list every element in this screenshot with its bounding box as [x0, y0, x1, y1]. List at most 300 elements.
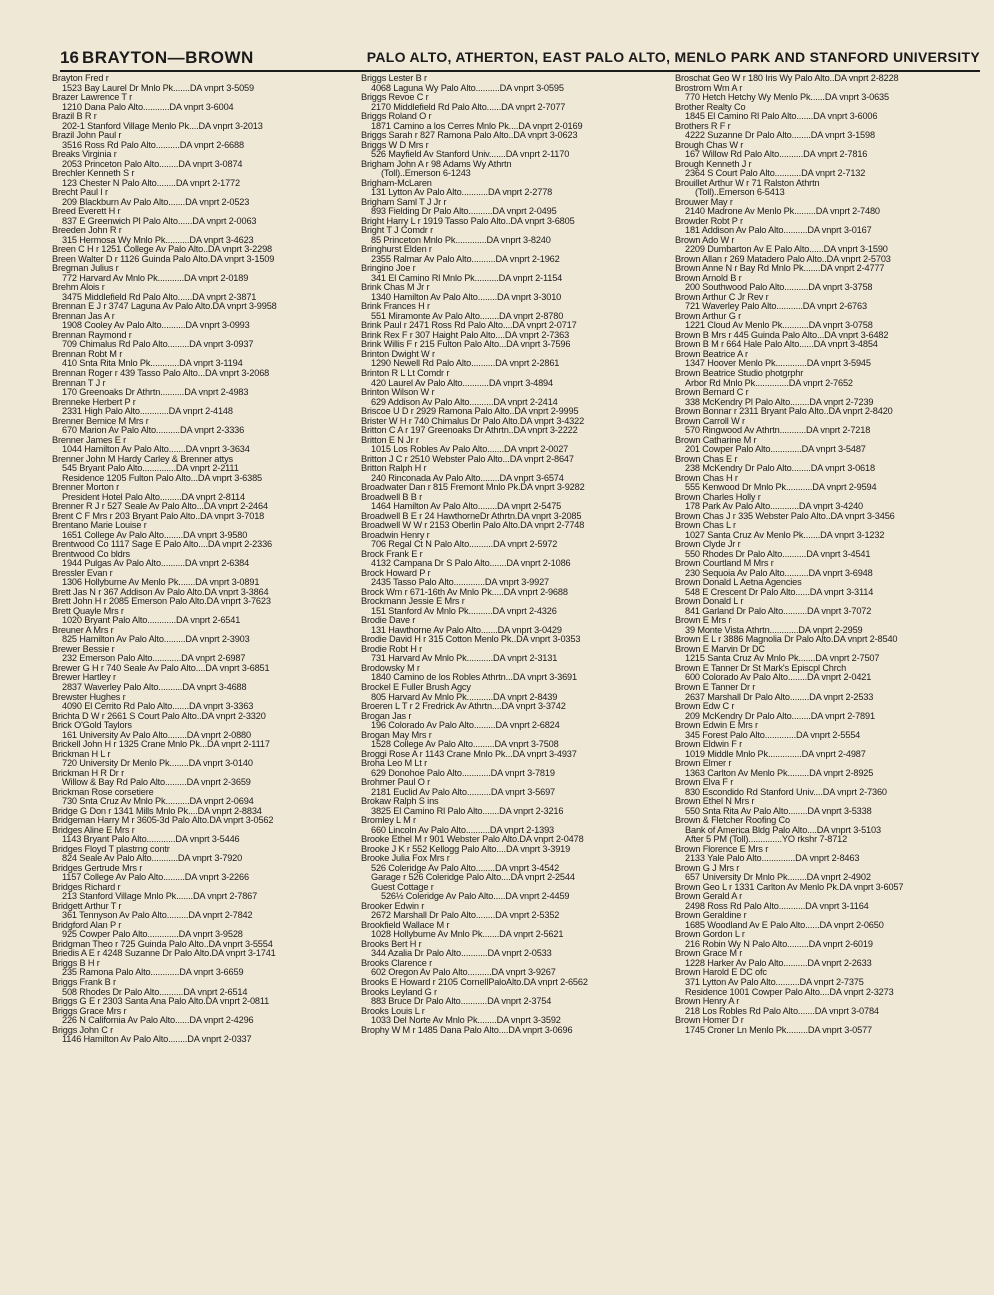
listing-name-line: Brennan Robt M r: [52, 349, 123, 359]
listing-name-line: Brenneke Herbert P r: [52, 397, 136, 407]
listing-name-line: Brodie Dave r: [361, 616, 416, 626]
listing-detail-line: 213 Stanford Village Mnlo Pk.......DA vnprt 2-7867: [62, 892, 258, 902]
column-1: [52, 74, 352, 1045]
listing-name-line: Brodie Robt H r: [361, 644, 423, 654]
listing-name-line: Bridge G Don r 1341 Mills Mnlo Pk....DA vnprt 2-8834: [52, 806, 262, 816]
listing-name-line: Briggs Revoe C r: [361, 93, 429, 103]
page-number: 16: [60, 48, 79, 67]
listing-detail-line: 170 Greenoaks Dr Athrtn..........DA vnprt 2-4983: [62, 388, 249, 398]
listing-name-line: Brockmann Jessie E Mrs r: [361, 597, 465, 607]
listing-detail-line: 315 Hermosa Wy Mnlo Pk..........DA vnprt 3-4623: [62, 235, 254, 245]
listing-detail-line: 555 Kenwood Dr Mnlo Pk...........DA vnprt 2-9594: [685, 483, 877, 493]
listing-detail-line: 235 Ramona Palo Alto............DA vnprt 3-6659: [62, 968, 244, 978]
listing-detail-line: 226 N California Av Palo Alto......DA vnprt 2-4296: [62, 1016, 254, 1026]
listing-name-line: Brazil B R r: [52, 112, 97, 122]
listing-name-line: Brown Elva F r: [675, 778, 734, 788]
page-header: [60, 48, 980, 72]
listing-detail-line: 2170 Middlefield Rd Palo Alto......DA vnprt 2-7077: [371, 102, 566, 112]
listing-name-line: Britton Ralph H r: [361, 464, 427, 474]
listing-name-line: Brennan Roger r 439 Tasso Palo Alto...DA vnprt 3-2068: [52, 368, 270, 378]
listing-name-line: Brogan Jas r: [361, 711, 412, 721]
listing-detail-line: 196 Colorado Av Palo Alto.........DA vnprt 2-6824: [371, 721, 560, 731]
listing-name-line: Brough Kenneth J r: [675, 159, 752, 169]
listing-detail-line: 1745 Croner Ln Menlo Pk.........DA vnprt 3-0577: [685, 1025, 873, 1035]
listing-name-line: Brown Clyde Jr r: [675, 540, 741, 550]
listing-name-line: Brink Frances H r: [361, 302, 430, 312]
listing-name-line: Brett John H r 2085 Emerson Palo Alto.DA vnprt 3-7623: [52, 597, 271, 607]
listing-detail-line: 1944 Pulgas Av Palo Alto..........DA vnprt 2-6384: [62, 559, 250, 569]
listing-name-line: Brown Ethel N Mrs r: [675, 797, 755, 807]
listing-detail-line: 2140 Madrone Av Menlo Pk.........DA vnprt 2-7480: [685, 207, 880, 217]
listing-name-line: Brown Henry A r: [675, 997, 740, 1007]
listing-name-line: Brenner John M Hardy Carley & Brenner attys: [52, 454, 233, 464]
listing-name-line: Brown Courtland M Mrs r: [675, 559, 774, 569]
listing-detail-line: 1840 Camino de los Robles Athrtn...DA vnprt 3-3691: [371, 673, 577, 683]
listing-name-line: Brickman H R Dr r: [52, 768, 124, 778]
listing-detail-line: 178 Park Av Palo Alto............DA vnprt 3-4240: [685, 502, 864, 512]
listing-name-line: Brown Harold E DC ofc: [675, 968, 767, 978]
listing-detail-line: 830 Escondido Rd Stanford Univ....DA vnprt 2-7360: [685, 787, 887, 797]
listing-name-line: Brown Gordon L r: [675, 930, 745, 940]
listing-name-line: Broggi Rose A r 1143 Crane Mnlo Pk...DA vnprt 3-4937: [361, 749, 577, 759]
listing-detail-line: 1290 Newell Rd Palo Alto..........DA vnprt 2-2861: [371, 359, 560, 369]
listing-detail-line: 709 Chimalus Rd Palo Alto.........DA vnprt 3-0937: [62, 340, 254, 350]
listing-detail-line: 837 E Greenwich Pl Palo Alto......DA vnprt 2-0063: [62, 216, 257, 226]
listing-name-line: Broeren L T r 2 Fredrick Av Athrtn....DA vnprt 3-3742: [361, 702, 566, 712]
listing-detail-line: 2364 S Court Palo Alto...........DA vnprt 2-7132: [685, 169, 866, 179]
listing-detail-line: 629 Donohoe Palo Alto............DA vnprt 3-7819: [371, 768, 555, 778]
listing-name-line: Brinton Wilson W r: [361, 388, 435, 398]
listing-detail-line: 1020 Bryant Palo Alto............DA vnprt 2-6541: [62, 616, 241, 626]
listing-name-line: Brophy W M r 1485 Dana Palo Alto....DA vnprt 3-0696: [361, 1025, 573, 1035]
listing-detail-line: 600 Colorado Av Palo Alto........DA vnprt 2-0421: [685, 673, 872, 683]
listing-detail-line: 1143 Bryant Palo Alto............DA vnprt 3-5446: [62, 835, 240, 845]
listing-detail-line: 1019 Middle Mnlo Pk..............DA vnprt 2-4987: [685, 749, 866, 759]
listing-name-line: Brinton Dwight W r: [361, 349, 435, 359]
listing-name-line: Brown & Fletcher Roofing Co: [675, 816, 790, 826]
listing-name-line: Brewer Bessie r: [52, 644, 115, 654]
listing-name-line: Brouwer May r: [675, 197, 733, 207]
listing-detail-line: 2637 Marshall Dr Palo Alto........DA vnprt 2-2533: [685, 692, 874, 702]
listing-name-line: Brigham-McLaren: [361, 178, 432, 188]
listing-name-line: Brodie David H r 315 Cotton Menlo Pk..DA vnprt 3-0353: [361, 635, 581, 645]
listing-detail-line: 201 Cowper Palo Alto.............DA vnprt 3-5487: [685, 445, 866, 455]
listing-name-line: Brooke Ethel M r 901 Webster Palo Alto.DA vnprt 2-0478: [361, 835, 584, 845]
listing-detail-line: 218 Los Robles Rd Palo Alto.......DA vnprt 3-0784: [685, 1006, 879, 1016]
listing-detail-line: 1523 Bay Laurel Dr Mnlo Pk.......DA vnprt 3-5059: [62, 83, 254, 93]
listing-name-line: Brown B Mrs r 445 Guinda Palo Alto...DA vnprt 3-6482: [675, 330, 889, 340]
listing-detail-line: 1215 Santa Cruz Av Mnlo Pk.......DA vnprt 2-7507: [685, 654, 880, 664]
listing-detail-line: 825 Hamilton Av Palo Alto.........DA vnprt 2-3903: [62, 635, 250, 645]
listing-name-line: Briggs G E r 2303 Santa Ana Palo Alto.DA vnprt 2-0811: [52, 997, 270, 1007]
listing-name-line: Briggs John C r: [52, 1025, 114, 1035]
listing-detail-line: 202-1 Stanford Village Menlo Pk....DA vnprt 3-2013: [62, 121, 263, 131]
listing-name-line: Broschat Geo W r 180 Iris Wy Palo Alto..DA vnprt 2-8228: [675, 74, 899, 83]
page-cities: PALO ALTO, ATHERTON, EAST PALO ALTO, MENLO PARK AND STANFORD UNIVERSITY: [366, 49, 980, 65]
listing-name-line: Brinton R L Lt Comdr r: [361, 368, 450, 378]
listing-name-line: Brickman Rose corsetiere: [52, 787, 154, 797]
listing-name-line: Brown Chas E r: [675, 454, 738, 464]
listing-name-line: Brazil John Paul r: [52, 131, 122, 141]
listing-detail-line: 925 Cowper Palo Alto.............DA vnprt 3-9528: [62, 930, 243, 940]
listing-name-line: Bringhurst Elden r: [361, 245, 432, 255]
listing-name-line: Breaks Virginia r: [52, 150, 117, 160]
listing-name-line: Brett Jas N r 367 Addison Av Palo Alto.DA vnprt 3-3864: [52, 587, 269, 597]
listing-name-line: Brown E Marvin Dr DC: [675, 644, 765, 654]
listing-detail-line: (Toll)..Emerson 6-1243: [381, 169, 471, 179]
listing-detail-line: (Toll)..Emerson 6-5413: [695, 188, 785, 198]
listing-detail-line: 660 Lincoln Av Palo Alto..........DA vnprt 2-1393: [371, 825, 554, 835]
listing-name-line: Brough Chas W r: [675, 140, 744, 150]
listing-name-line: Brown Geraldine r: [675, 911, 747, 921]
listing-name-line: Brown Beatrice A r: [675, 349, 748, 359]
column-3: [675, 74, 975, 1035]
listing-name-line: Brink Chas M Jr r: [361, 283, 430, 293]
listing-name-line: Breed Everett H r: [52, 207, 121, 217]
listing-name-line: Brown Florence E Mrs r: [675, 844, 769, 854]
listing-name-line: Brink Willis F r 215 Fulton Palo Alto...DA vnprt 3-7596: [361, 340, 571, 350]
listing-detail-line: 1306 Hollyburne Av Menlo Pk.......DA vnprt 3-0891: [62, 578, 260, 588]
listing-detail-line: 508 Rhodes Dr Palo Alto..........DA vnprt 2-6514: [62, 987, 248, 997]
listing-detail-line: 1651 College Av Palo Alto........DA vnprt 3-9580: [62, 530, 248, 540]
listing-detail-line: 526 Mayfield Av Stanford Univ.......DA vnprt 2-1170: [371, 150, 570, 160]
listing-name-line: Brown Chas J r 335 Webster Palo Alto..DA vnprt 3-3456: [675, 511, 895, 521]
listing-detail-line: 341 El Camino Rl Mnlo Pk..........DA vnprt 2-1154: [371, 273, 563, 283]
listing-name-line: Brown Anne N r Bay Rd Mnlo Pk.......DA vnprt 2-4777: [675, 264, 885, 274]
listing-detail-line: 151 Stanford Av Mnlo Pk..........DA vnprt 2-4326: [371, 606, 557, 616]
listing-name-line: Britton E N Jr r: [361, 435, 419, 445]
listing-detail-line: 3825 El Camino Rl Palo Alto.......DA vnprt 2-3216: [371, 806, 564, 816]
listing-detail-line: 3475 Middlefield Rd Palo Alto......DA vnprt 2-3871: [62, 292, 257, 302]
listing-name-line: Brigham John A r 98 Adams Wy Athrtn: [361, 159, 512, 169]
listing-name-line: Brickman H L r: [52, 749, 111, 759]
listing-name-line: Brewer Hartley r: [52, 673, 116, 683]
listing-name-line: Brehm Alois r: [52, 283, 105, 293]
listing-name-line: Bridges Aline E Mrs r: [52, 825, 135, 835]
listing-name-line: Bright Harry L r 1919 Tasso Palo Alto..DA vnprt 3-6805: [361, 216, 575, 226]
listing-detail-line: 526½ Coleridge Av Palo Alto.....DA vnprt 2-4459: [381, 892, 570, 902]
listing-name-line: Brock Frank E r: [361, 549, 423, 559]
listing-name-line: Bridges Gertrude Mrs r: [52, 863, 143, 873]
listing-name-line: Brown Beatrice Studio photgrphr: [675, 368, 804, 378]
listing-detail-line: 602 Oregon Av Palo Alto..........DA vnprt 3-9267: [371, 968, 556, 978]
listing-detail-line: 167 Willow Rd Palo Alto..........DA vnprt 2-7816: [685, 150, 868, 160]
listing-name-line: Brown Grace M r: [675, 949, 743, 959]
listing-name-line: Brown Elmer r: [675, 759, 732, 769]
listing-name-line: Breen C H r 1251 College Av Palo Alto..DA vnprt 3-2298: [52, 245, 273, 255]
listing-detail-line: 131 Hawthorne Av Palo Alto.......DA vnprt 3-0429: [371, 625, 562, 635]
listing-detail-line: 131 Lytton Av Palo Alto...........DA vnprt 2-2778: [371, 188, 553, 198]
listing-name-line: Brechler Kenneth S r: [52, 169, 135, 179]
listing-detail-line: 1228 Harker Av Palo Alto..........DA vnprt 2-2633: [685, 958, 872, 968]
listing-detail-line: 85 Princeton Mnlo Pk.............DA vnprt 3-8240: [371, 235, 551, 245]
listing-name-line: Brooks Leyland G r: [361, 987, 437, 997]
listing-detail-line: 1871 Camino a los Cerres Mnlo Pk....DA vnprt 2-0169: [371, 121, 583, 131]
page-title: BRAYTON—BROWN: [82, 48, 254, 67]
listing-name-line: Brown Catharine M r: [675, 435, 757, 445]
listing-name-line: Broadwell B B r: [361, 492, 423, 502]
listing-detail-line: 410 Snta Rita Mnlo Pk............DA vnprt 3-1194: [62, 359, 243, 369]
listing-detail-line: 893 Fielding Dr Palo Alto..........DA vnprt 2-0495: [371, 207, 557, 217]
listing-detail-line: 2837 Waverley Palo Alto..........DA vnprt 3-4688: [62, 683, 247, 692]
listing-detail-line: 2181 Euclid Av Palo Alto..........DA vnprt 3-5697: [371, 787, 556, 797]
listing-name-line: Brock Howard P r: [361, 568, 431, 578]
listing-detail-line: 216 Robin Wy N Palo Alto.........DA vnprt 2-6019: [685, 939, 873, 949]
listing-detail-line: Bank of America Bldg Palo Alto....DA vnprt 3-5103: [685, 825, 881, 835]
listing-detail-line: 1157 College Av Palo Alto.........DA vnprt 3-2266: [62, 873, 249, 883]
listing-detail-line: 4090 El Cerrito Rd Palo Alto.......DA vnprt 3-3363: [62, 702, 254, 712]
listing-detail-line: 1027 Santa Cruz Av Menlo Pk.......DA vnprt 3-1232: [685, 530, 885, 540]
listing-detail-line: 824 Seale Av Palo Alto...........DA vnprt 3-7920: [62, 854, 243, 864]
listing-name-line: Brentwood Co bldrs: [52, 549, 130, 559]
listing-detail-line: 209 McKendry Dr Palo Alto........DA vnprt 2-7891: [685, 711, 875, 721]
listing-detail-line: 4222 Suzanne Dr Palo Alto........DA vnprt 3-1598: [685, 131, 875, 141]
listing-name-line: Brown Arthur G r: [675, 311, 742, 321]
listing-detail-line: 1210 Dana Palo Alto...........DA vnprt 3-6004: [62, 102, 234, 112]
listing-detail-line: 2331 High Palo Alto............DA vnprt 2-4148: [62, 407, 233, 417]
listing-detail-line: 238 McKendry Dr Palo Alto........DA vnprt 3-0618: [685, 464, 875, 474]
listing-detail-line: 1340 Hamilton Av Palo Alto........DA vnprt 3-3010: [371, 292, 562, 302]
listing-name-line: Brown G J Mrs r: [675, 863, 740, 873]
listing-detail-line: 371 Lytton Av Palo Alto..........DA vnprt 2-7375: [685, 977, 864, 987]
listing-detail-line: 345 Forest Palo Alto.............DA vnprt 2-5554: [685, 730, 861, 740]
listing-name-line: Brooks Clarence r: [361, 958, 432, 968]
listing-name-line: Brogan May Mrs r: [361, 730, 432, 740]
listing-name-line: Briggs W D Mrs r: [361, 140, 429, 150]
listing-detail-line: 551 Miramonte Av Palo Alto........DA vnprt 2-8780: [371, 311, 564, 321]
listing-name-line: Brown Carroll W r: [675, 416, 745, 426]
listing-name-line: Brigham Saml T J Jr r: [361, 197, 447, 207]
listing-name-line: Briggs Frank B r: [52, 977, 116, 987]
listing-name-line: Bridges Richard r: [52, 882, 121, 892]
listing-name-line: Bridgford Alan P r: [52, 920, 122, 930]
listing-detail-line: 1363 Carlton Av Menlo Pk.........DA vnprt 2-8925: [685, 768, 874, 778]
listing-detail-line: 526 Coleridge Av Palo Alto........DA vnprt 3-4542: [371, 863, 560, 873]
listing-detail-line: 1908 Cooley Av Palo Alto..........DA vnprt 3-0993: [62, 321, 250, 331]
listing-name-line: Bridges Floyd T plastrng contr: [52, 844, 170, 854]
listing-detail-line: 1464 Hamilton Av Palo Alto........DA vnprt 2-5475: [371, 502, 562, 512]
listing-detail-line: 240 Rinconada Av Palo Alto........DA vnprt 3-6574: [371, 473, 564, 483]
listing-name-line: Broha Leo M Lt r: [361, 759, 428, 769]
listing-detail-line: 2672 Marshall Dr Palo Alto........DA vnprt 2-5352: [371, 911, 560, 921]
listing-detail-line: 841 Garland Dr Palo Alto..........DA vnprt 3-7072: [685, 606, 872, 616]
listing-detail-line: 209 Blackburn Av Palo Alto.......DA vnprt 2-0523: [62, 197, 250, 207]
listing-detail-line: 670 Marion Av Palo Alto..........DA vnprt 2-3336: [62, 426, 245, 436]
listing-name-line: Brink Paul r 2471 Ross Rd Palo Alto....DA vnprt 2-0717: [361, 321, 577, 331]
listing-name-line: Bregman Julius r: [52, 264, 119, 274]
listing-name-line: Briggs Sarah r 827 Ramona Palo Alto..DA vnprt 3-0623: [361, 131, 578, 141]
listing-name-line: Brooke Julia Fox Mrs r: [361, 854, 450, 864]
listing-name-line: Brockel E Fuller Brush Agcy: [361, 683, 471, 692]
listing-name-line: Brown Edw C r: [675, 702, 735, 712]
listing-name-line: Brenner Bernice M Mrs r: [52, 416, 149, 426]
listing-name-line: Brennan Jas A r: [52, 311, 115, 321]
listing-detail-line: 161 University Av Palo Alto........DA vnprt 2-0880: [62, 730, 251, 740]
listing-name-line: Brohmer Paul O r: [361, 778, 431, 788]
listing-detail-line: 3516 Ross Rd Palo Alto..........DA vnprt 2-6688: [62, 140, 244, 150]
listing-detail-line: 883 Bruce Dr Palo Alto...........DA vnprt 2-3754: [371, 997, 552, 1007]
listing-detail-line: 344 Azalia Dr Palo Alto...........DA vnprt 2-0533: [371, 949, 552, 959]
listing-name-line: Briggs Roland O r: [361, 112, 432, 122]
listing-name-line: Brown Donald L r: [675, 597, 744, 607]
listing-name-line: Brokaw Ralph S ins: [361, 797, 439, 807]
listing-name-line: Brown Allan r 269 Matadero Palo Alto..DA vnprt 2-5703: [675, 254, 891, 264]
listing-name-line: Brooks Bert H r: [361, 939, 422, 949]
listing-name-line: Brett Quayle Mrs r: [52, 606, 124, 616]
listing-detail-line: 1146 Hamilton Av Palo Alto........DA vnprt 2-0337: [62, 1035, 252, 1045]
listing-detail-line: 2498 Ross Rd Palo Alto...........DA vnprt 3-1164: [685, 901, 869, 911]
listing-detail-line: 1528 College Av Palo Alto.........DA vnprt 3-7508: [371, 740, 559, 750]
listing-name-line: Brown Arthur C Jr Rev r: [675, 292, 769, 302]
column-2: [361, 74, 661, 1035]
listing-detail-line: 361 Tennyson Av Palo Alto.........DA vnprt 2-7842: [62, 911, 253, 921]
listing-name-line: Briscoe U D r 2929 Ramona Palo Alto..DA vnprt 2-9995: [361, 407, 579, 417]
listing-name-line: Brennan Raymond r: [52, 330, 132, 340]
listing-name-line: Brown E Tanner Dr r: [675, 683, 756, 692]
listing-name-line: Breen Walter D r 1126 Guinda Palo Alto.DA vnprt 3-1509: [52, 254, 275, 264]
listing-name-line: Brister W H r 740 Chimalus Dr Palo Alto.DA vnprt 3-4322: [361, 416, 585, 426]
listing-detail-line: 706 Regal Ct N Palo Alto..........DA vnprt 2-5972: [371, 540, 558, 550]
listing-detail-line: After 5 PM (Toll)..............YO rkshr 7-8712: [685, 835, 848, 845]
listing-detail-line: 2355 Ralmar Av Palo Alto..........DA vnprt 2-1962: [371, 254, 560, 264]
listing-name-line: Brother Realty Co: [675, 102, 746, 112]
listing-name-line: Brown Chas L r: [675, 521, 736, 531]
listing-detail-line: 1845 El Camino Rl Palo Alto.......DA vnprt 3-6006: [685, 112, 878, 122]
listing-detail-line: 720 University Dr Menlo Pk........DA vnprt 3-0140: [62, 759, 253, 769]
listing-name-line: Brenner R J r 527 Seale Av Palo Alto...DA vnprt 2-2464: [52, 502, 268, 512]
listing-detail-line: 232 Emerson Palo Alto............DA vnprt 2-6987: [62, 654, 246, 664]
listing-name-line: Brothers R F r: [675, 121, 731, 131]
listing-name-line: Broadwater Dan r 815 Fremont Mnlo Pk.DA vnprt 3-9282: [361, 483, 585, 493]
listing-name-line: Brennan E J r 3747 Laguna Av Palo Alto.DA vnprt 3-9958: [52, 302, 277, 312]
listing-detail-line: Guest Cottage r: [371, 882, 434, 892]
listing-name-line: Brodowsky M r: [361, 663, 420, 673]
listing-name-line: Brouillet Arthur W r 71 Ralston Athrtn: [675, 178, 820, 188]
listing-detail-line: Arbor Rd Mnlo Pk..............DA vnprt 2-7652: [685, 378, 853, 388]
listing-name-line: Brooks E Howard r 2105 CornellPaloAlto.DA vnprt 2-6562: [361, 977, 588, 987]
listing-detail-line: 2209 Dumbarton Av E Palo Alto......DA vnprt 3-1590: [685, 245, 888, 255]
listing-name-line: Brostrom Wm A r: [675, 83, 743, 93]
listing-name-line: Brooke J K r 552 Kellogg Palo Alto....DA vnprt 3-3919: [361, 844, 571, 854]
listing-name-line: Brecht Paul I r: [52, 188, 108, 198]
listing-detail-line: 545 Bryant Palo Alto..............DA vnprt 2-2111: [62, 464, 239, 474]
listing-name-line: Brown E Tanner Dr St Mark's Episcpl Chrch: [675, 663, 847, 673]
listing-detail-line: 1028 Hollyburne Av Mnlo Pk.......DA vnprt 2-5621: [371, 930, 564, 940]
listing-detail-line: Garage r 526 Coleridge Palo Alto....DA vnprt 2-2544: [371, 873, 575, 883]
listing-detail-line: 2053 Princeton Palo Alto........DA vnprt 3-0874: [62, 159, 243, 169]
listing-name-line: Breuner A Mrs r: [52, 625, 114, 635]
listing-detail-line: 731 Harvard Av Mnlo Pk...........DA vnprt 2-3131: [371, 654, 558, 664]
listing-name-line: Brown Ado W r: [675, 235, 735, 245]
listing-name-line: Broadwell B E r 24 HawthorneDr Athrtn.DA vnprt 3-2085: [361, 511, 582, 521]
listing-name-line: Brown B M r 664 Hale Palo Alto......DA vnprt 3-4854: [675, 340, 878, 350]
listing-name-line: Brennan T J r: [52, 378, 106, 388]
listing-name-line: Brent C F Mrs r 203 Bryant Palo Alto..DA vnprt 3-7018: [52, 511, 265, 521]
listing-detail-line: Willow & Bay Rd Palo Alto.........DA vnprt 2-3659: [62, 778, 251, 788]
listing-name-line: Bromley L M r: [361, 816, 416, 826]
listing-name-line: Brooker Edwin r: [361, 901, 425, 911]
listing-detail-line: 2133 Yale Palo Alto..............DA vnprt 2-8463: [685, 854, 860, 864]
listing-name-line: Brown Geo L r 1331 Carlton Av Menlo Pk.DA vnprt 3-6057: [675, 882, 904, 892]
listing-name-line: Brown E L r 3886 Magnolia Dr Palo Alto.DA vnprt 2-8540: [675, 635, 898, 645]
listing-name-line: Breeden John R r: [52, 226, 122, 236]
listing-name-line: Britton C A r 197 Greenoaks Dr Athrtn..DA vnprt 3-2222: [361, 426, 578, 436]
listing-name-line: Brown Edwin E Mrs r: [675, 721, 758, 731]
listing-detail-line: 657 University Dr Mnlo Pk........DA vnprt 2-4902: [685, 873, 871, 883]
listing-detail-line: 550 Rhodes Dr Palo Alto..........DA vnprt 3-4541: [685, 549, 871, 559]
listing-name-line: Broadwin Henry r: [361, 530, 430, 540]
listing-detail-line: 550 Snta Rita Av Palo Alto........DA vnprt 3-5338: [685, 806, 872, 816]
listing-name-line: Brown Homer D r: [675, 1016, 744, 1026]
listing-detail-line: 1044 Hamilton Av Palo Alto.......DA vnprt 3-3634: [62, 445, 250, 455]
listing-detail-line: 805 Harvard Av Mnlo Pk...........DA vnprt 2-8439: [371, 692, 558, 702]
listing-name-line: Briggs Lester B r: [361, 74, 427, 83]
listing-detail-line: 730 Snta Cruz Av Mnlo Pk..........DA vnprt 2-0694: [62, 797, 254, 807]
listing-detail-line: Residence 1205 Fulton Palo Alto...DA vnprt 3-6385: [62, 473, 263, 483]
listing-detail-line: 230 Sequoia Av Palo Alto..........DA vnprt 3-6948: [685, 568, 873, 578]
listing-name-line: Brock Wm r 671-16th Av Mnlo Pk.....DA vnprt 2-9688: [361, 587, 568, 597]
listing-detail-line: President Hotel Palo Alto.........DA vnprt 2-8114: [62, 492, 245, 502]
listing-detail-line: 1221 Cloud Av Menlo Pk...........DA vnprt 3-0758: [685, 321, 873, 331]
listing-name-line: Brink Rex F r 307 Haight Palo Alto....DA vnprt 2-7363: [361, 330, 570, 340]
listing-name-line: Brookfield Wallace M r: [361, 920, 450, 930]
listing-name-line: Bright T J Comdr r: [361, 226, 434, 236]
listing-detail-line: 181 Addison Av Palo Alto..........DA vnprt 3-0167: [685, 226, 872, 236]
listing-detail-line: 39 Monte Vista Athrtn............DA vnprt 2-2959: [685, 625, 863, 635]
listing-detail-line: 1347 Hoover Menlo Pk.............DA vnprt 3-5945: [685, 359, 871, 369]
listing-detail-line: 721 Waverley Palo Alto...........DA vnprt 2-6763: [685, 302, 867, 312]
listing-name-line: Brown Bonnar r 2311 Bryant Palo Alto..DA vnprt 2-8420: [675, 407, 893, 417]
listing-name-line: Brentano Marie Louise r: [52, 521, 147, 531]
listing-name-line: Briggs B H r: [52, 958, 100, 968]
listing-name-line: Brewer G H r 740 Seale Av Palo Alto....DA vnprt 3-6851: [52, 663, 270, 673]
listing-detail-line: 629 Addison Av Palo Alto..........DA vnprt 2-2414: [371, 397, 558, 407]
listing-name-line: Brown Arnold B r: [675, 273, 742, 283]
listing-name-line: Brown Charles Holly r: [675, 492, 761, 502]
listing-name-line: Brichta D W r 2661 S Court Palo Alto..DA vnprt 2-3320: [52, 711, 266, 721]
listing-name-line: Brenner James E r: [52, 435, 127, 445]
listing-name-line: Bressler Evan r: [52, 568, 113, 578]
listing-detail-line: 420 Laurel Av Palo Alto...........DA vnprt 3-4894: [371, 378, 553, 388]
listing-name-line: Brenner Morton r: [52, 483, 120, 493]
listing-name-line: Brooks Louis L r: [361, 1006, 425, 1016]
listing-name-line: Brazer Lawrence T r: [52, 93, 133, 103]
listing-detail-line: 4132 Campana Dr S Palo Alto.......DA vnprt 2-1086: [371, 559, 571, 569]
listing-detail-line: 570 Ringwood Av Athrtn...........DA vnprt 2-7218: [685, 426, 871, 436]
listing-name-line: Brown Bernard C r: [675, 388, 749, 398]
listing-name-line: Brewster Hughes r: [52, 692, 126, 702]
listing-name-line: Browder Robt P r: [675, 216, 743, 226]
listing-name-line: Brown Donald L Aetna Agencies: [675, 578, 802, 588]
listing-name-line: Brick O'Gold Taylors: [52, 721, 132, 731]
listing-name-line: Bridgeman Harry M r 3605-3d Palo Alto.DA vnprt 3-0562: [52, 816, 274, 826]
listing-name-line: Brown Chas H r: [675, 473, 738, 483]
listing-name-line: Broadwell W W r 2153 Oberlin Palo Alto.DA vnprt 2-7748: [361, 521, 585, 531]
listing-name-line: Brayton Fred r: [52, 74, 109, 83]
listing-name-line: Britton J C r 2510 Webster Palo Alto...DA vnprt 2-8647: [361, 454, 574, 464]
listing-name-line: Bridgett Arthur T r: [52, 901, 122, 911]
listing-detail-line: Residence 1001 Cowper Palo Alto....DA vnprt 2-3273: [685, 987, 894, 997]
listing-name-line: Brown Gerald A r: [675, 892, 743, 902]
listing-name-line: Bringino Joe r: [361, 264, 416, 274]
listing-detail-line: 1033 Del Norte Av Mnlo Pk........DA vnprt 3-3592: [371, 1016, 561, 1026]
listing-name-line: Brown E Mrs r: [675, 616, 732, 626]
listing-name-line: Briedis A E r 4248 Suzanne Dr Palo Alto.DA vnprt 3-1741: [52, 949, 276, 959]
listing-detail-line: 338 McKendry Pl Palo Alto........DA vnprt 2-7239: [685, 397, 874, 407]
listing-name-line: Bridgman Theo r 725 Guinda Palo Alto..DA vnprt 3-5554: [52, 939, 273, 949]
listing-detail-line: 200 Southwood Palo Alto..........DA vnprt 3-3758: [685, 283, 873, 293]
listing-detail-line: 123 Chester N Palo Alto........DA vnprt 2-1772: [62, 178, 240, 188]
